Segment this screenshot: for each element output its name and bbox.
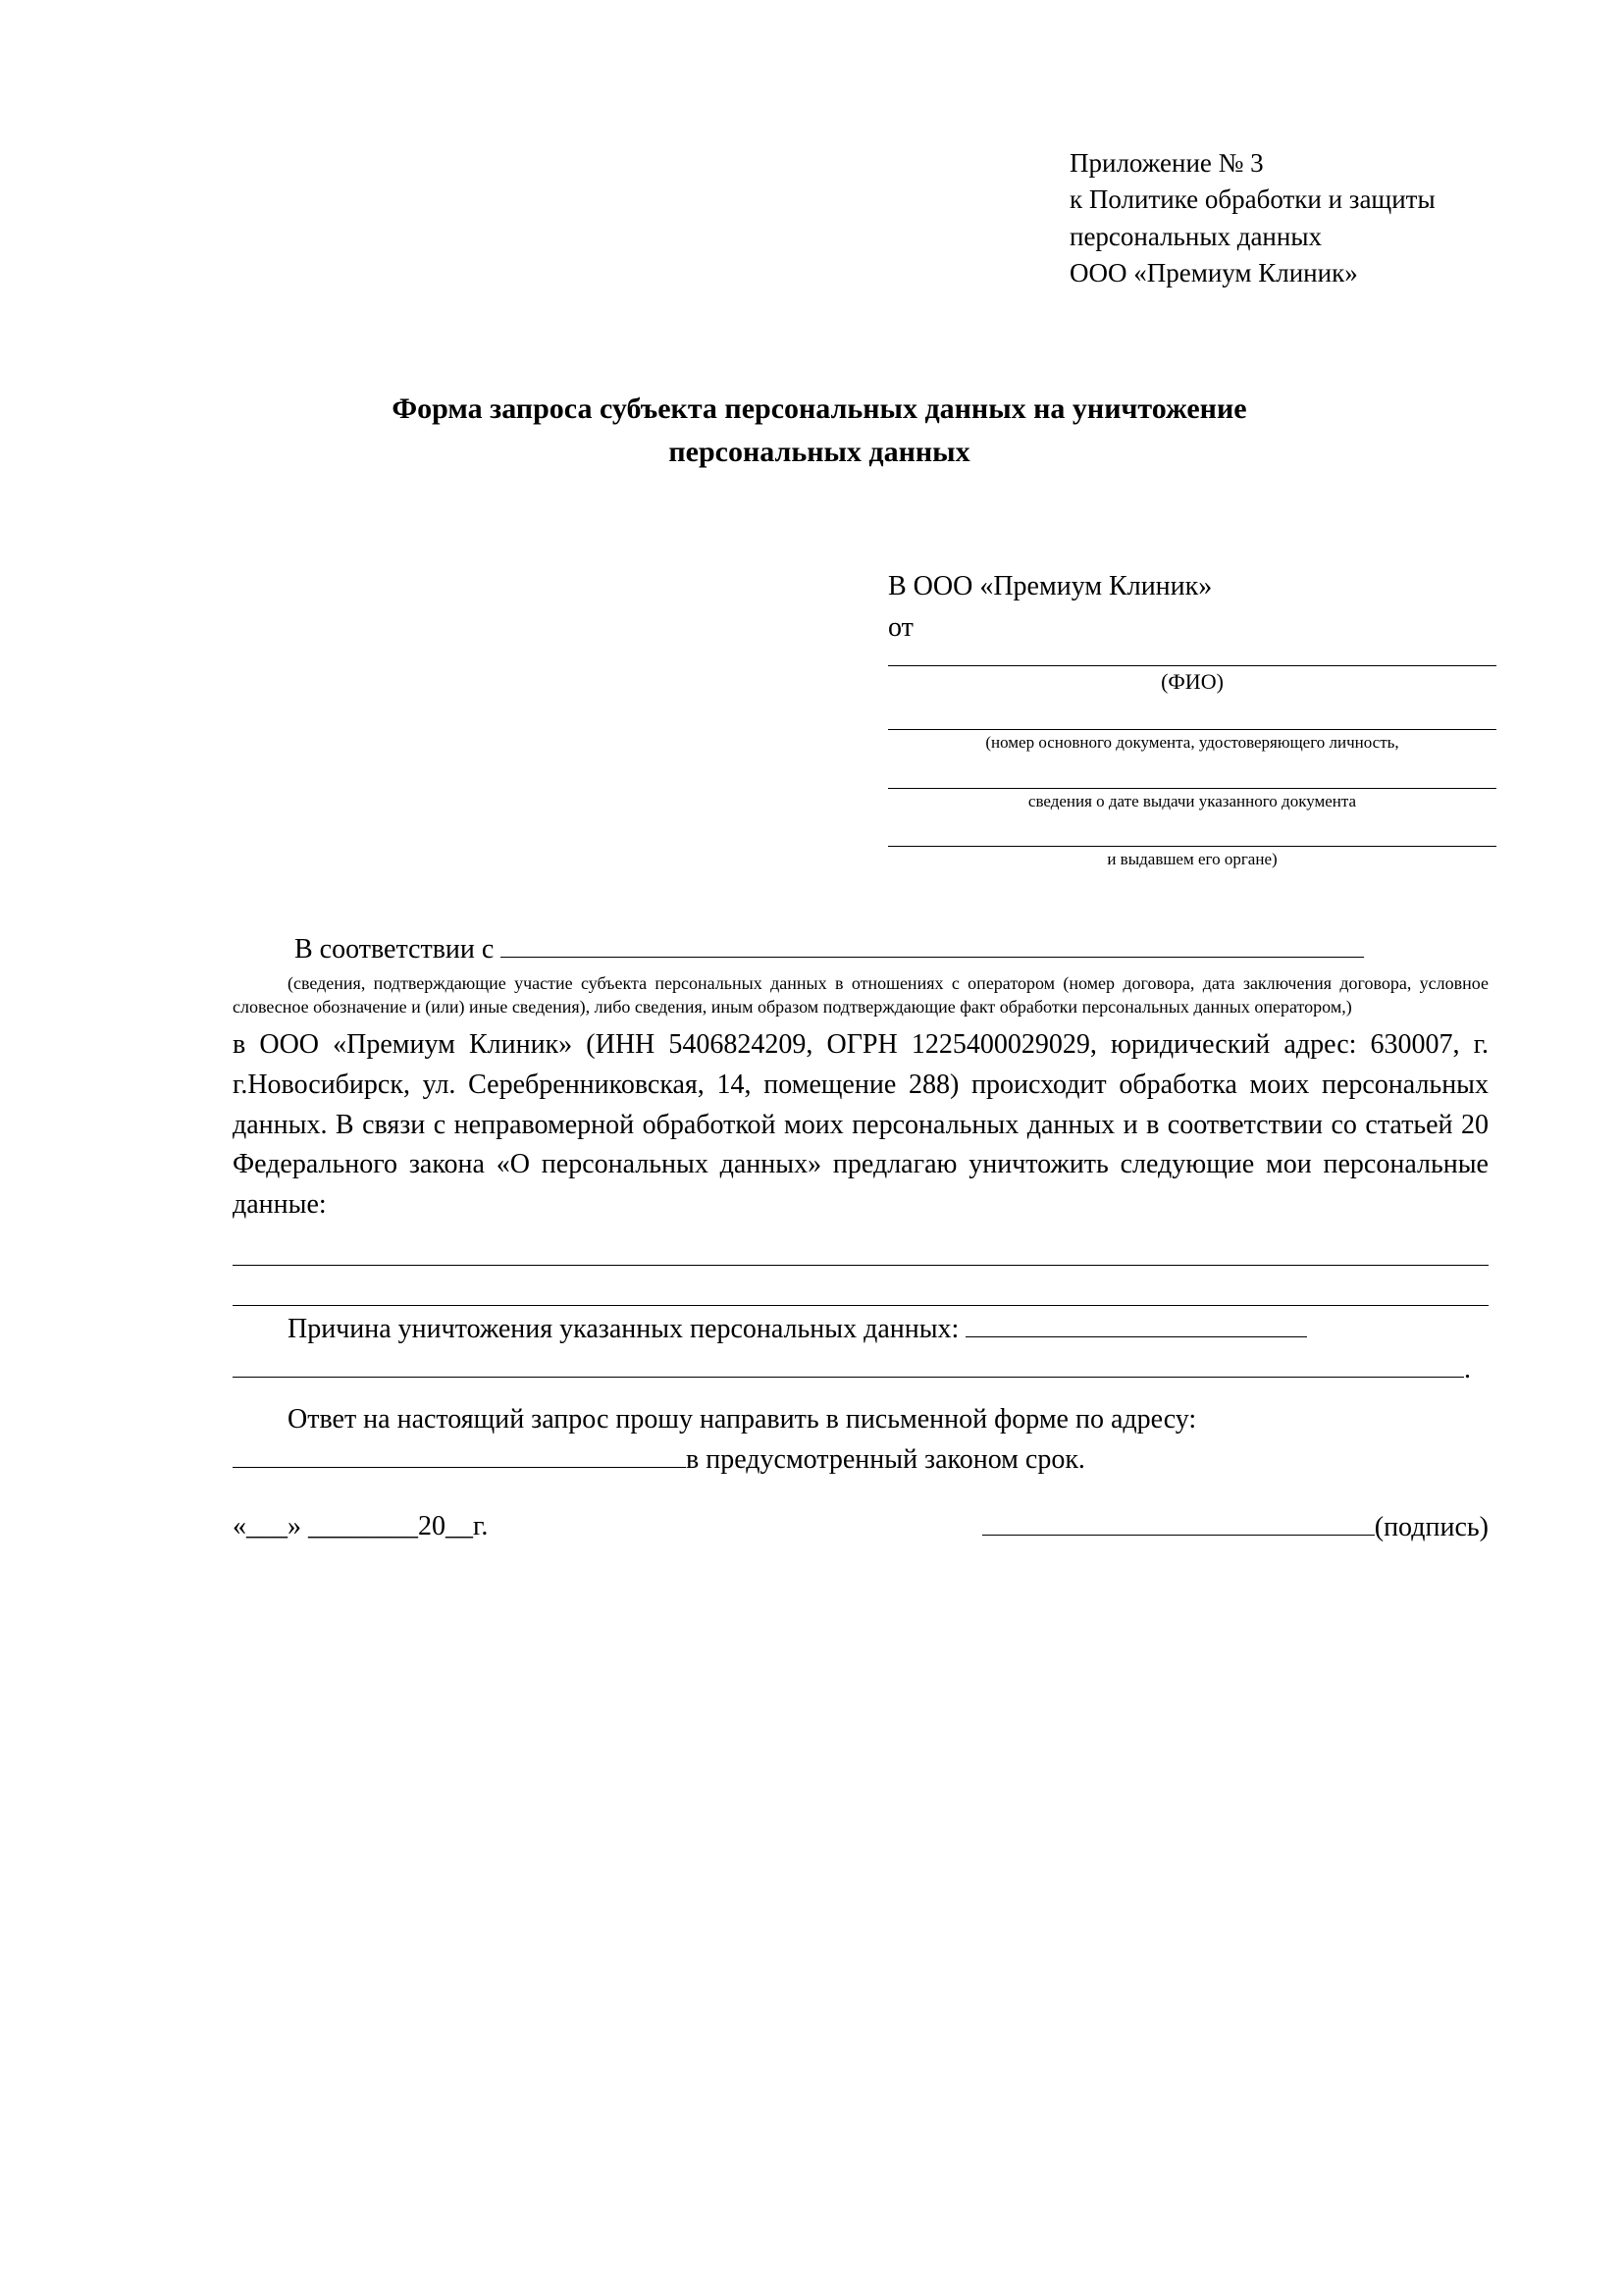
document-number-input-line[interactable] (888, 704, 1496, 730)
accordance-note-text: (сведения, подтверждающие участие субъекта персональных данных в отношениях с оператором (номер договора, дата заключения договора, условное словесное обозначение и (или) иные сведения), либо сведения, иным образом подтверждающие факт обработки персональных данных оператором,) (233, 972, 1489, 1017)
appendix-header (1070, 145, 1580, 291)
document-body (233, 930, 1489, 1481)
addressee-organization: В ООО «Премиум Клиник» (888, 571, 1213, 601)
applicant-fields (888, 640, 1496, 879)
appendix-line-3: персональных данных (1070, 221, 1322, 251)
accordance-input-line[interactable] (500, 935, 1364, 958)
main-paragraph: в ООО «Премиум Клиник» (ИНН 5406824209, ОГРН 1225400029029, юридический адрес: 630007, г. г.Новосибирск, ул. Серебренниковская, 14, помещение 288) происходит обработка моих персональных данных. В связи с неправомерной обработкой моих персональных данных и в соответствии со статьей 20 Федерального закона «О персональных данных» предлагаю уничтожить следующие мои персональные данные: (233, 1028, 1489, 1221)
addressee-from-label: от (888, 611, 914, 643)
document-issuer-input-line[interactable] (888, 820, 1496, 847)
document-date-caption: сведения о дате выдачи указанного документа (1027, 791, 1357, 810)
appendix-line-1: Приложение № 3 (1070, 148, 1264, 178)
document-number-caption: (номер основного документа, удостоверяющего личность, (985, 733, 1399, 753)
answer-address-input-line[interactable] (233, 1445, 686, 1468)
reason-label: Причина уничтожения указанных персональных данных: (288, 1314, 960, 1345)
addressee-block (888, 567, 1496, 648)
page-title-line-2: персональных данных (668, 435, 970, 468)
accordance-row (233, 930, 1489, 970)
answer-paragraph: Ответ на настоящий запрос прошу направить в письменной форме по адресу: (288, 1403, 1197, 1435)
date-field[interactable]: «___» ________20__г. (233, 1511, 489, 1541)
page-title-line-1: Форма запроса субъекта персональных данных на уничтожение (392, 392, 1247, 425)
document-issuer-caption: и выдавшем его органе) (1107, 850, 1278, 869)
signature-caption: (подпись) (1374, 1512, 1489, 1542)
signature-input-line[interactable] (982, 1511, 1375, 1536)
answer-tail: в предусмотренный законом срок. (686, 1443, 1085, 1475)
accordance-note (233, 972, 1489, 1019)
reason-input-line-2[interactable] (233, 1355, 1464, 1378)
reason-row-2 (233, 1350, 1489, 1390)
fio-input-line[interactable] (888, 640, 1496, 666)
personal-data-input-line-2[interactable] (233, 1272, 1489, 1306)
reason-tail: . (1464, 1354, 1471, 1384)
answer-address-row (233, 1440, 1489, 1481)
appendix-line-2: к Политике обработки и защиты (1070, 184, 1436, 215)
signature-field (982, 1511, 1489, 1543)
reason-input-line-1[interactable] (966, 1315, 1307, 1337)
appendix-line-4: ООО «Премиум Клиник» (1070, 257, 1358, 287)
document-date-input-line[interactable] (888, 762, 1496, 789)
accordance-label: В соответствии с (294, 934, 495, 965)
personal-data-input-line-1[interactable] (233, 1231, 1489, 1266)
page-title (250, 388, 1388, 473)
reason-row (233, 1310, 1489, 1350)
fio-caption: (ФИО) (1161, 669, 1224, 694)
